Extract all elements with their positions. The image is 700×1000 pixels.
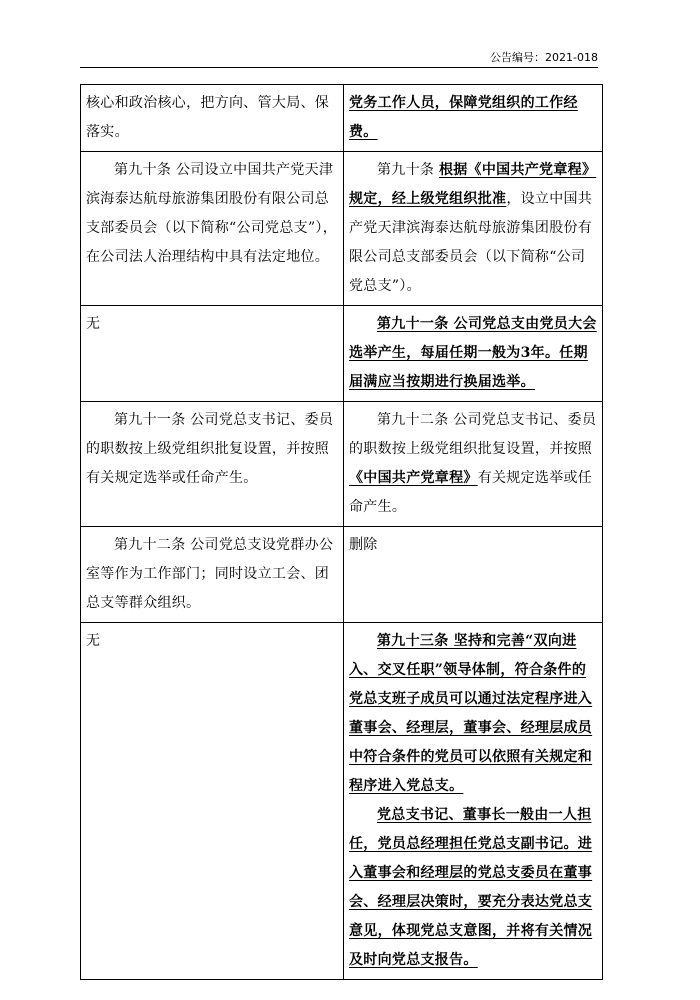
table-row <box>81 527 603 623</box>
original-text-cell <box>81 402 344 527</box>
revised-text-cell <box>344 152 603 306</box>
original-text-cell <box>81 85 344 152</box>
revised-text-cell <box>344 306 603 402</box>
revised-text: 有关规定选举或任命产生。 <box>349 470 593 515</box>
table-row <box>81 85 603 152</box>
original-text-cell <box>81 527 344 623</box>
header-rule <box>80 67 598 68</box>
original-text: 第九十一条 公司党总支书记、委员的职数按上级党组织批复设置，并按照有关规定选举或任命产生。 <box>86 412 334 486</box>
revised-text-changed: 第九十一条 公司党总支由党员大会选举产生，每届任期一般为3年。任期届满应当按期进行换届选举。 <box>349 316 597 390</box>
comparison-table <box>80 84 603 980</box>
original-text-cell <box>81 623 344 980</box>
revised-paragraph <box>349 156 597 301</box>
revised-text-cell <box>344 85 603 152</box>
revised-text-changed: 党总支书记、董事长一般由一人担任，党员总经理担任党总支副书记。进入董事会和经理层的党总支委员在董事会、经理层决策时，要充分表达党总支意见，体现党总支意图，并将有关情况及时向党总支报告。 <box>349 807 593 968</box>
revised-text-changed: 党务工作人员，保障党组织的工作经费。 <box>349 95 578 140</box>
revised-text-cell <box>344 527 603 623</box>
original-text: 无 <box>86 633 101 649</box>
revised-text: 第九十二条 公司党总支书记、委员的职数按上级党组织批复设置，并按照 <box>349 412 597 457</box>
table-row <box>81 306 603 402</box>
revised-text: 删除 <box>349 537 378 553</box>
table-row <box>81 152 603 306</box>
revised-text-changed: 根据《中国共产党章程》规定，经上级党组织批准 <box>349 162 597 207</box>
revised-text-changed: 《中国共产党章程》 <box>349 470 478 486</box>
original-text: 第九十二条 公司党总支设党群办公室等作为工作部门；同时设立工会、团总支等群众组织。 <box>86 537 334 611</box>
original-text-cell <box>81 152 344 306</box>
revised-text: 第九十条 <box>377 162 439 178</box>
revised-text-cell <box>344 402 603 527</box>
original-text: 核心和政治核心，把方向、管大局、保落实。 <box>86 95 330 140</box>
original-text: 第九十条 公司设立中国共产党天津滨海泰达航母旅游集团股份有限公司总支部委员会（以下简称“公司党总支”），在公司法人治理结构中具有法定地位。 <box>86 162 338 265</box>
table-row <box>81 623 603 980</box>
original-text: 无 <box>86 316 101 332</box>
revised-text-cell <box>344 623 603 980</box>
revised-text-changed: 第九十三条 坚持和完善“双向进入、交叉任职”领导体制，符合条件的党总支班子成员可以通过法定程序进入董事会、经理层，董事会、经理层成员中符合条件的党员可以依照有关规定和程序进入党总支。 <box>349 633 593 794</box>
revised-text: ，设立中国共产党天津滨海泰达航母旅游集团股份有限公司总支部委员会（以下简称“公司党总支”）。 <box>349 191 593 294</box>
revised-paragraph <box>349 406 597 522</box>
table-row <box>81 402 603 527</box>
notice-code: 公告编号：2021-018 <box>490 51 598 64</box>
original-text-cell <box>81 306 344 402</box>
